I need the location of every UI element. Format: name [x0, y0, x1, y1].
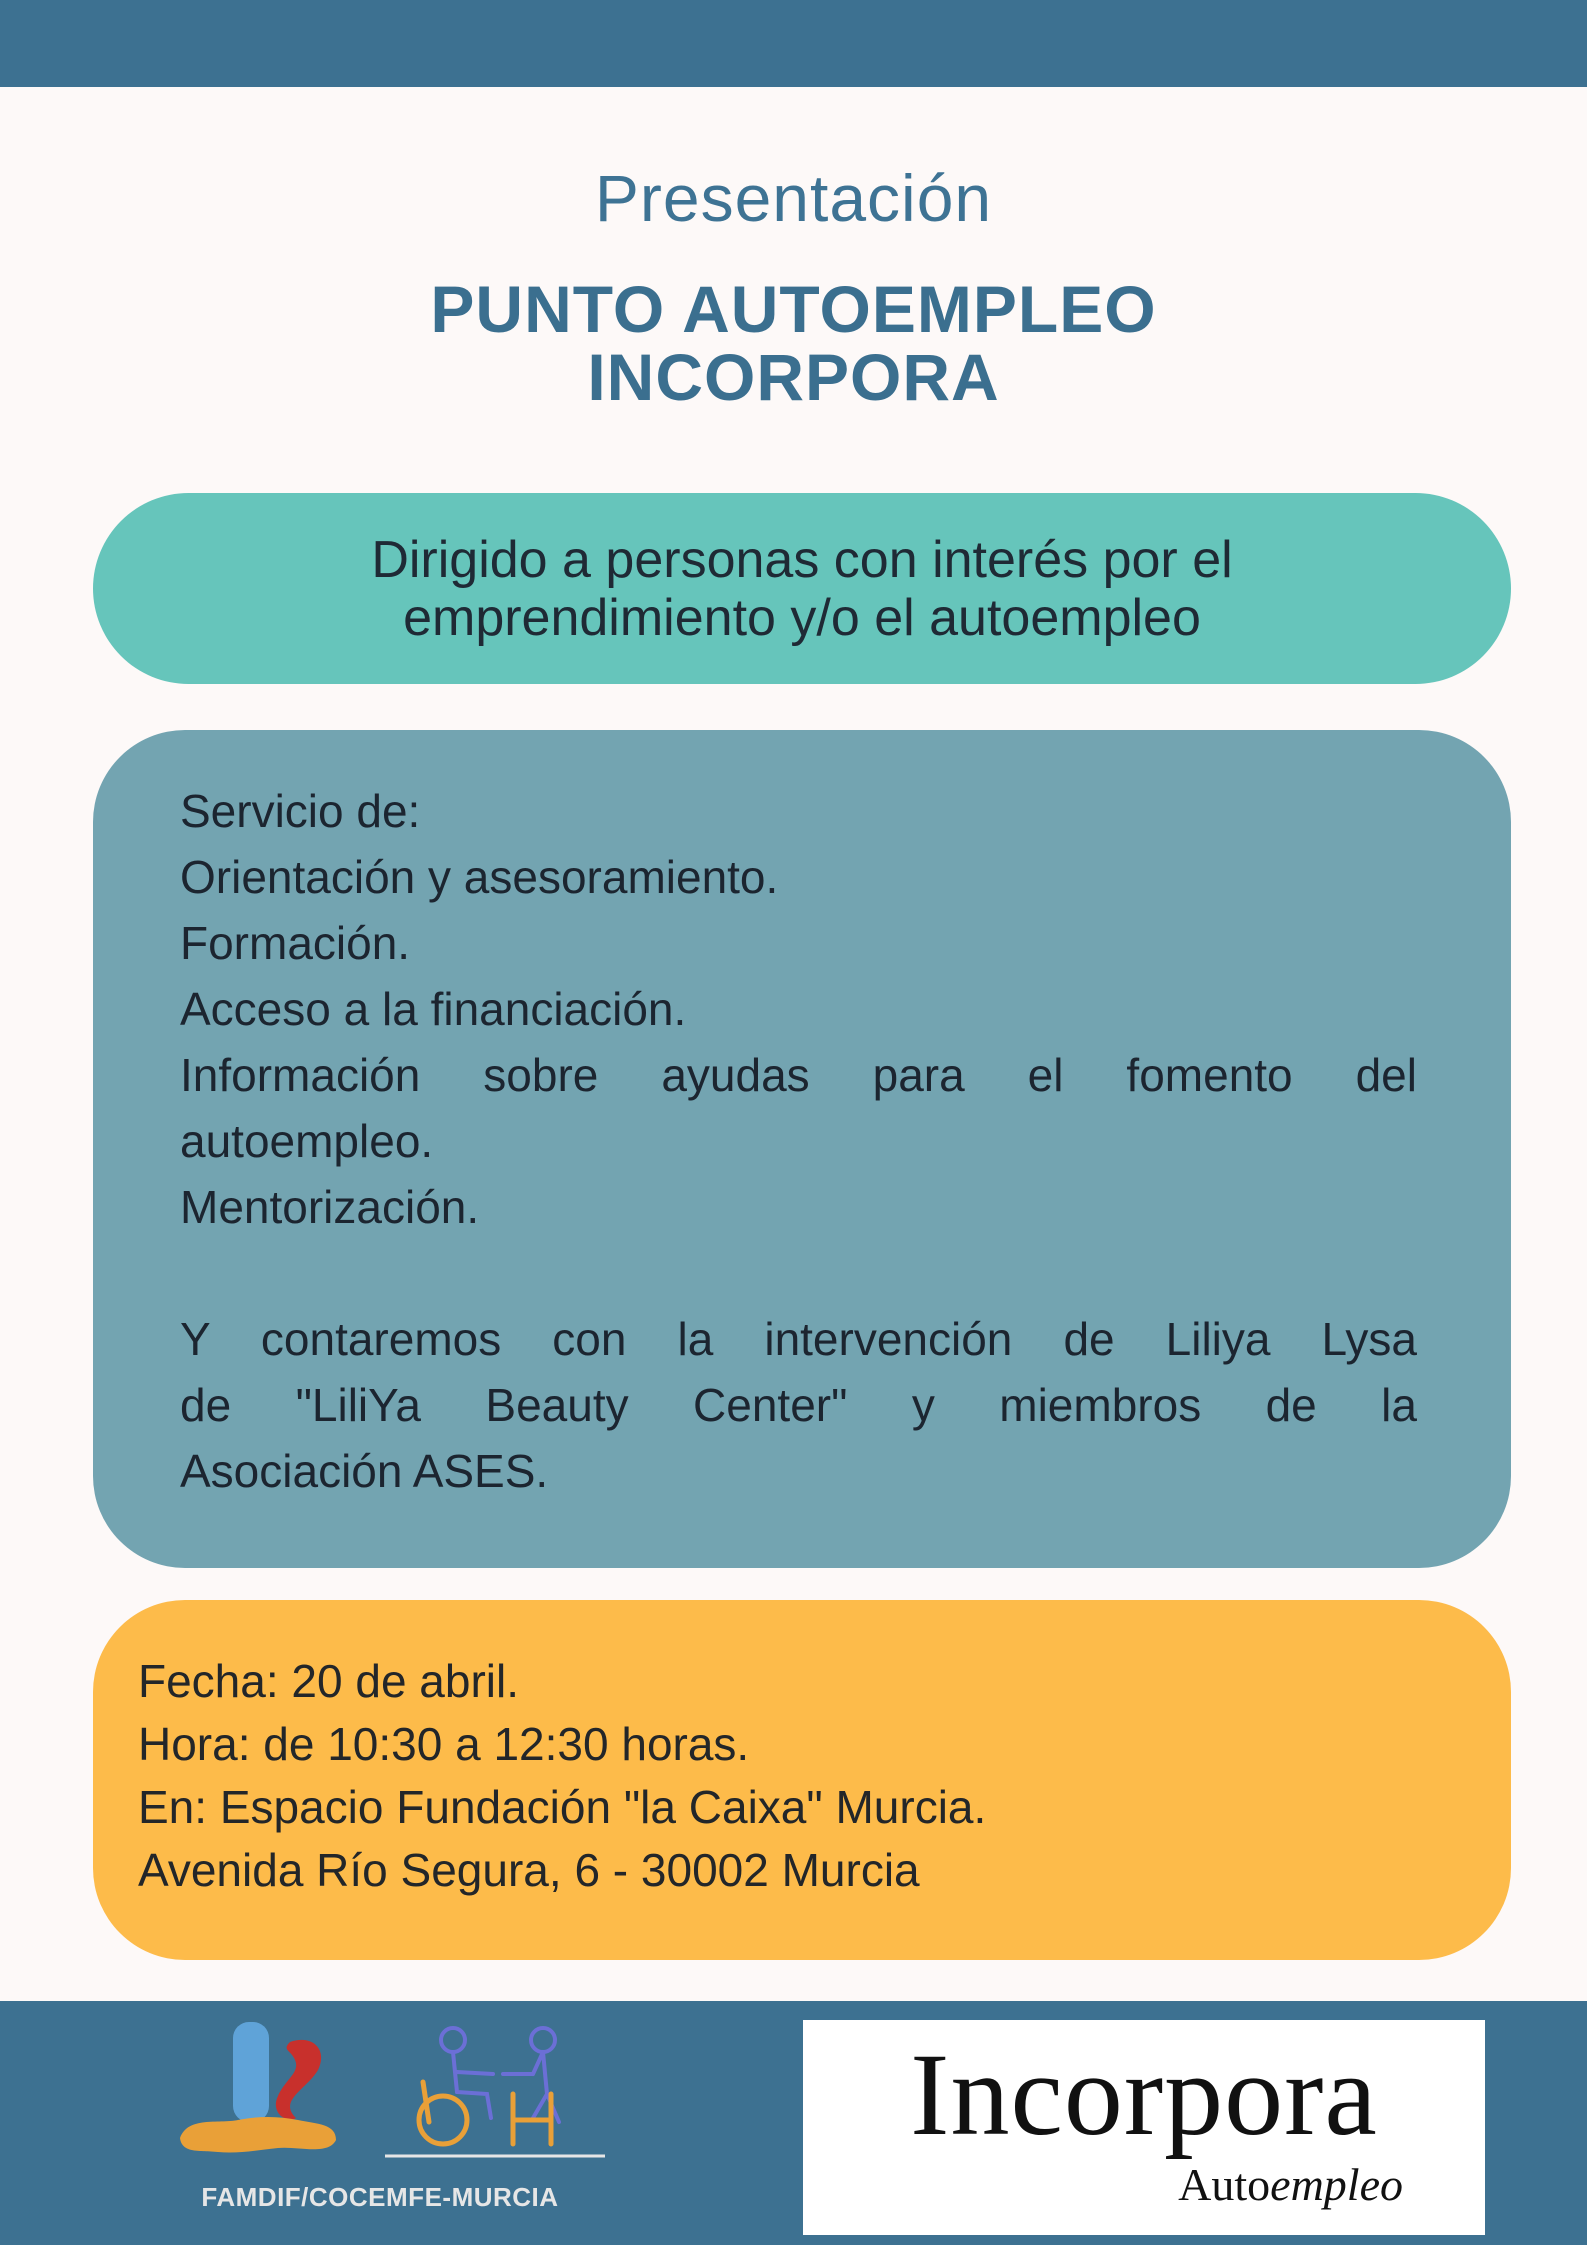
cocemfe-logo [383, 2022, 608, 2162]
famdif-logo [178, 2020, 338, 2160]
event-time: Hora: de 10:30 a 12:30 horas. [138, 1718, 750, 1770]
closing-line: Y contaremos con la intervención de Liliya Lysa [180, 1313, 1417, 1365]
pre-title: Presentación [594, 161, 993, 235]
famdif-cocemfe-text: FAMDIF/COCEMFE-MURCIA [201, 2182, 559, 2212]
title-line-2: INCORPORA [587, 340, 1000, 414]
incorpora-sub-italic: empleo [1270, 2159, 1403, 2210]
service-item: Orientación y asesoramiento. [180, 851, 779, 903]
top-bar [0, 0, 1587, 87]
incorpora-wordmark: Incorpora [910, 2029, 1378, 2160]
service-item: Información sobre ayudas para el fomento del [180, 1049, 1417, 1101]
service-item: Mentorización. [180, 1181, 480, 1233]
page-title [0, 272, 1587, 414]
title-line-1: PUNTO AUTOEMPLEO [430, 272, 1157, 346]
event-place: En: Espacio Fundación "la Caixa" Murcia. [138, 1781, 987, 1833]
audience-line-1: Dirigido a personas con interés por el [371, 530, 1233, 589]
service-item: Acceso a la financiación. [180, 983, 687, 1035]
event-details-pill [93, 1600, 1511, 1960]
audience-line-2: emprendimiento y/o el autoempleo [403, 588, 1201, 647]
incorpora-subtitle [1178, 2160, 1403, 2210]
event-date: Fecha: 20 de abril. [138, 1655, 520, 1707]
incorpora-logo [803, 2020, 1485, 2235]
event-address: Avenida Río Segura, 6 - 30002 Murcia [138, 1844, 920, 1896]
incorpora-sub-plain: Auto [1178, 2159, 1271, 2210]
service-item: autoempleo. [180, 1115, 434, 1167]
services-intro: Servicio de: [180, 785, 421, 837]
closing-line: Asociación ASES. [180, 1445, 549, 1497]
services-pill [93, 730, 1511, 1568]
closing-line: de "LiliYa Beauty Center" y miembros de la [180, 1379, 1417, 1431]
audience-pill [93, 493, 1511, 684]
service-item: Formación. [180, 917, 411, 969]
